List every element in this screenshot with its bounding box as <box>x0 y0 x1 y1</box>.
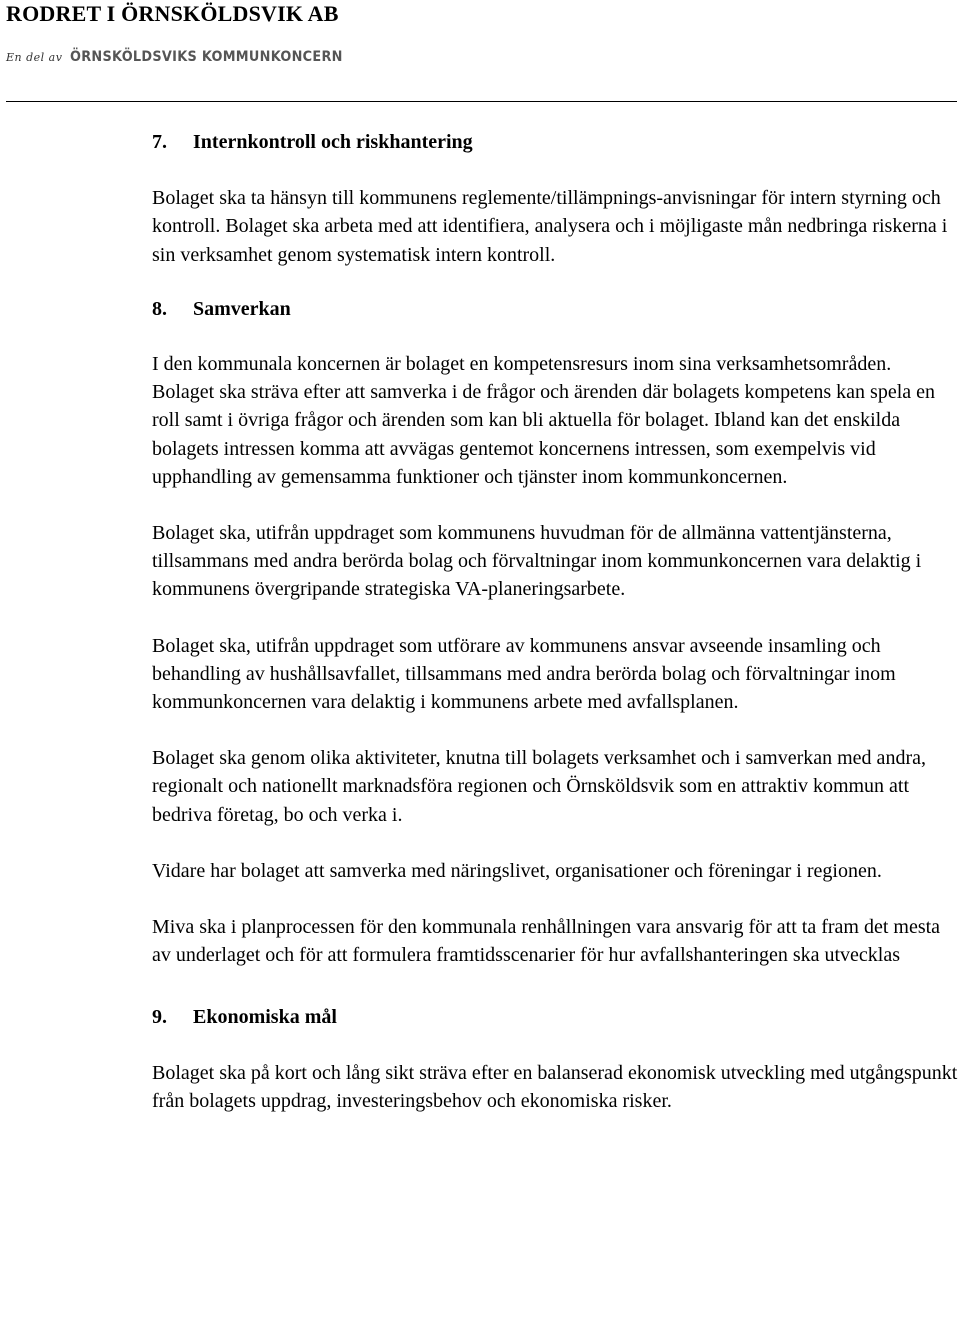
paragraph: Vidare har bolaget att samverka med näringslivet, organisationer och föreningar i regionen. <box>152 859 882 882</box>
section-number: 8. <box>152 297 167 320</box>
company-name: RODRET I ÖRNSKÖLDSVIK AB <box>6 1 339 26</box>
document-body <box>152 128 958 1115</box>
section-title: Ekonomiska mål <box>193 1006 337 1029</box>
paragraph: Bolaget ska på kort och lång sikt sträva efter en balanserad ekonomisk utveckling med utgångspunkt från bolagets uppdrag, investeringsbehov och ekonomiska risker. <box>152 1061 958 1112</box>
section-heading-8 <box>152 295 958 323</box>
paragraph: I den kommunala koncernen är bolaget en kompetensresurs inom sina verksamhetsområden. Bolaget ska sträva efter att samverka i de frågor och ärenden där bolagets kompetens kan spela en roll samt i övriga frågor och ärenden som kan bli aktuella för bolaget. Ibland kan det enskilda bolagets intressen komma att avvägas gentemot koncernens intressen, som exempelvis vid upphandling av gemensamma funktioner och tjänster inom kommunkoncernen. <box>152 353 936 488</box>
section-title: Internkontroll och riskhantering <box>193 131 473 153</box>
paragraph: Bolaget ska, utifrån uppdraget som kommunens huvudman för de allmänna vattentjänsterna, tillsammans med andra berörda bolag och förvaltningar inom kommunkoncernen vara delaktig i kommunens övergripande strategiska VA-planeringsarbete. <box>152 522 922 601</box>
paragraph: Miva ska i planprocessen för den kommunala renhållningen vara ansvarig för att ta fram det mesta av underlaget och för att formulera framtidsscenarier för hur avfallshanteringen ska utvecklas <box>152 916 941 967</box>
section-heading-9 <box>152 1003 958 1031</box>
tagline-organization: ÖRNSKÖLDSVIKS KOMMUNKONCERN <box>70 49 344 65</box>
paragraph: Bolaget ska, utifrån uppdraget som utförare av kommunens ansvar avseende insamling och behandling av hushållsavfallet, tillsammans med andra berörda bolag och förvaltningar inom kommunkoncernen vara delaktig i kommunens arbete med avfallsplanen. <box>152 634 896 714</box>
section-number: 9. <box>152 1006 167 1029</box>
paragraph: Bolaget ska ta hänsyn till kommunens reglemente/tillämpnings-anvisningar för intern styrning och kontroll. Bolaget ska arbeta med att identifiera, analysera och i möjligaste mån nedbringa riskerna i sin verksamhet genom systematisk intern kontroll. <box>152 187 948 266</box>
section-number: 7. <box>152 131 167 153</box>
organization-tagline <box>6 49 367 65</box>
paragraph: Bolaget ska genom olika aktiviteter, knutna till bolagets verksamhet och i samverkan med andra, regionalt och nationellt marknadsföra regionen och Örnsköldsvik som en attraktiv kommun att bedriva företag, bo och verka i. <box>152 747 926 826</box>
header-divider <box>6 101 957 102</box>
section-title: Samverkan <box>193 297 291 320</box>
section-heading-7 <box>152 128 958 156</box>
tagline-prefix: En del av <box>6 51 63 64</box>
